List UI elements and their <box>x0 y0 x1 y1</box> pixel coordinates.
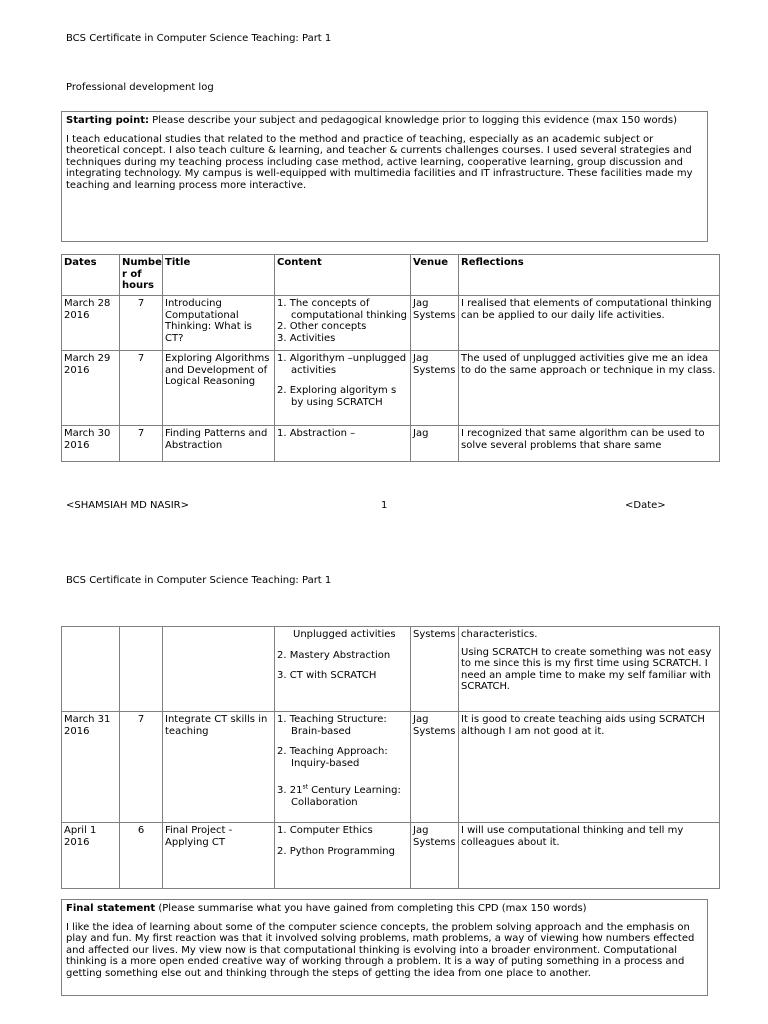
final-statement-prompt: (Please summarise what you have gained from completing this CPD (max 150 words) <box>155 903 587 914</box>
list-item: 2. Mastery Abstraction <box>277 649 391 661</box>
header-venue: Venue <box>411 255 459 296</box>
list-item: 1. Teaching Structure: Brain-based <box>277 714 387 737</box>
row-hours <box>120 627 163 712</box>
content-list <box>277 353 408 408</box>
header-dates: Dates <box>62 255 120 296</box>
row-hours: 6 <box>120 823 163 889</box>
header-reflections: Reflections <box>459 255 720 296</box>
list-item: 2. Other concepts <box>277 321 367 332</box>
row-date <box>62 627 120 712</box>
row-hours: 7 <box>120 296 163 351</box>
ordinal-suffix: st <box>302 783 308 791</box>
list-item: 2. Python Programming <box>277 845 395 857</box>
list-item: Unplugged activities <box>293 629 396 640</box>
list-item: 2. Teaching Approach: Inquiry-based <box>277 746 388 769</box>
header-hours: Numbe r of hours <box>120 255 163 296</box>
list-item-text: Century Learning: Collaboration <box>291 785 401 808</box>
starting-point-prompt: Please describe your subject and pedagogical knowledge prior to logging this evidence (max 150 words) <box>148 115 678 126</box>
row-date: March 31 2016 <box>62 712 120 823</box>
final-statement-heading <box>66 903 703 915</box>
final-statement-box <box>61 899 708 996</box>
row-content <box>275 426 411 462</box>
row-venue: Jag Systems <box>411 351 459 426</box>
list-item <box>277 785 408 808</box>
table-row <box>62 823 720 889</box>
row-reflection: I will use computational thinking and tell my colleagues about it. <box>459 823 720 889</box>
content-list <box>277 428 408 440</box>
row-content <box>275 823 411 889</box>
starting-point-box <box>61 111 708 242</box>
table-row <box>62 627 720 712</box>
footer-name: <SHAMSIAH MD NASIR> <box>66 500 190 511</box>
row-title: Integrate CT skills in teaching <box>163 712 275 823</box>
row-venue: Jag Systems <box>411 712 459 823</box>
list-item: 1. The concepts of computational thinking <box>277 298 407 321</box>
row-venue: Jag <box>411 426 459 462</box>
final-statement-text: I like the idea of learning about some of the computer science concepts, the problem solving approach and the emphasis on play and fun. My first reaction was that it involved solving problems, math problems, a way of viewing how numbers effected and affected our lives. My view now is that computational thinking is evolving into a broader environment. Computational thinking is a more open ended creative way of working through a problem. It is a way of puting something in a process and getting something else out and thinking through the steps of getting the idea from one place to another. <box>66 921 695 979</box>
row-reflection: I recognized that same algorithm can be used to solve several problems that share same <box>459 426 720 462</box>
list-item: 3. Activities <box>277 332 336 344</box>
row-title: Finding Patterns and Abstraction <box>163 426 275 462</box>
row-title: Final Project - Applying CT <box>163 823 275 889</box>
log-table-page2 <box>61 626 720 889</box>
content-list <box>277 825 408 857</box>
row-date: April 1 2016 <box>62 823 120 889</box>
row-date: March 29 2016 <box>62 351 120 426</box>
starting-point-label: Starting point: <box>66 115 149 126</box>
row-content <box>275 712 411 823</box>
content-list <box>277 714 408 808</box>
row-title: Exploring Algorithms and Development of Logical Reasoning <box>163 351 275 426</box>
list-item-number: 3. 21 <box>277 785 303 796</box>
row-venue: Jag Systems <box>411 823 459 889</box>
page2-header: BCS Certificate in Computer Science Teaching: Part 1 <box>66 575 332 586</box>
row-reflection: The used of unplugged activities give me an idea to do the same approach or technique in my class. <box>459 351 720 426</box>
row-content <box>275 351 411 426</box>
row-title: Introducing Computational Thinking: What is CT? <box>163 296 275 351</box>
list-item: 2. Exploring algoritym s by using SCRATCH <box>277 385 397 408</box>
row-date: March 28 2016 <box>62 296 120 351</box>
log-table-page1 <box>61 254 720 462</box>
row-hours: 7 <box>120 712 163 823</box>
row-reflection <box>459 627 720 712</box>
row-content <box>275 296 411 351</box>
footer-page-number: 1 <box>381 500 388 511</box>
list-item: 1. Computer Ethics <box>277 825 373 836</box>
row-date: March 30 2016 <box>62 426 120 462</box>
content-list <box>277 298 408 344</box>
reflection-line: characteristics. <box>461 629 538 640</box>
table-header-row <box>62 255 720 296</box>
table-row <box>62 712 720 823</box>
list-item: 1. Abstraction – <box>277 428 356 439</box>
table-row <box>62 296 720 351</box>
list-item: 3. CT with SCRATCH <box>277 670 377 681</box>
row-reflection: It is good to create teaching aids using SCRATCH although I am not good at it. <box>459 712 720 823</box>
row-content <box>275 627 411 712</box>
row-hours: 7 <box>120 351 163 426</box>
row-reflection: I realised that elements of computational thinking can be applied to our daily life activities. <box>459 296 720 351</box>
list-item: 1. Algorithym –unplugged activities <box>277 353 407 376</box>
reflection-line: Using SCRATCH to create something was not easy to me since this is my first time using SCRATCH. I need an ample time to make my self familiar with SCRATCH. <box>461 646 712 692</box>
page-header: BCS Certificate in Computer Science Teaching: Part 1 <box>66 33 332 44</box>
row-venue: Jag Systems <box>411 296 459 351</box>
starting-point-text: I teach educational studies that related to the method and practice of teaching, especially as an academic subject or theoretical concept. I also teach culture & learning, and teacher & currents challenges courses. I used several strategies and techniques during my teaching process including case method, active learning, cooperative learning, group discussion and integrating technology. My campus is well-equipped with multimedia facilities and IT infrastructure. These facilities made my teaching and learning process more interactive. <box>66 133 693 191</box>
starting-point-heading <box>66 115 703 127</box>
table-row <box>62 426 720 462</box>
row-venue: Systems <box>411 627 459 712</box>
final-statement-label: Final statement <box>66 903 156 914</box>
row-title <box>163 627 275 712</box>
header-content: Content <box>275 255 411 296</box>
row-hours: 7 <box>120 426 163 462</box>
log-title: Professional development log <box>66 82 214 93</box>
table-row <box>62 351 720 426</box>
header-title: Title <box>163 255 275 296</box>
content-list <box>277 629 408 682</box>
footer-date: <Date> <box>625 500 666 511</box>
